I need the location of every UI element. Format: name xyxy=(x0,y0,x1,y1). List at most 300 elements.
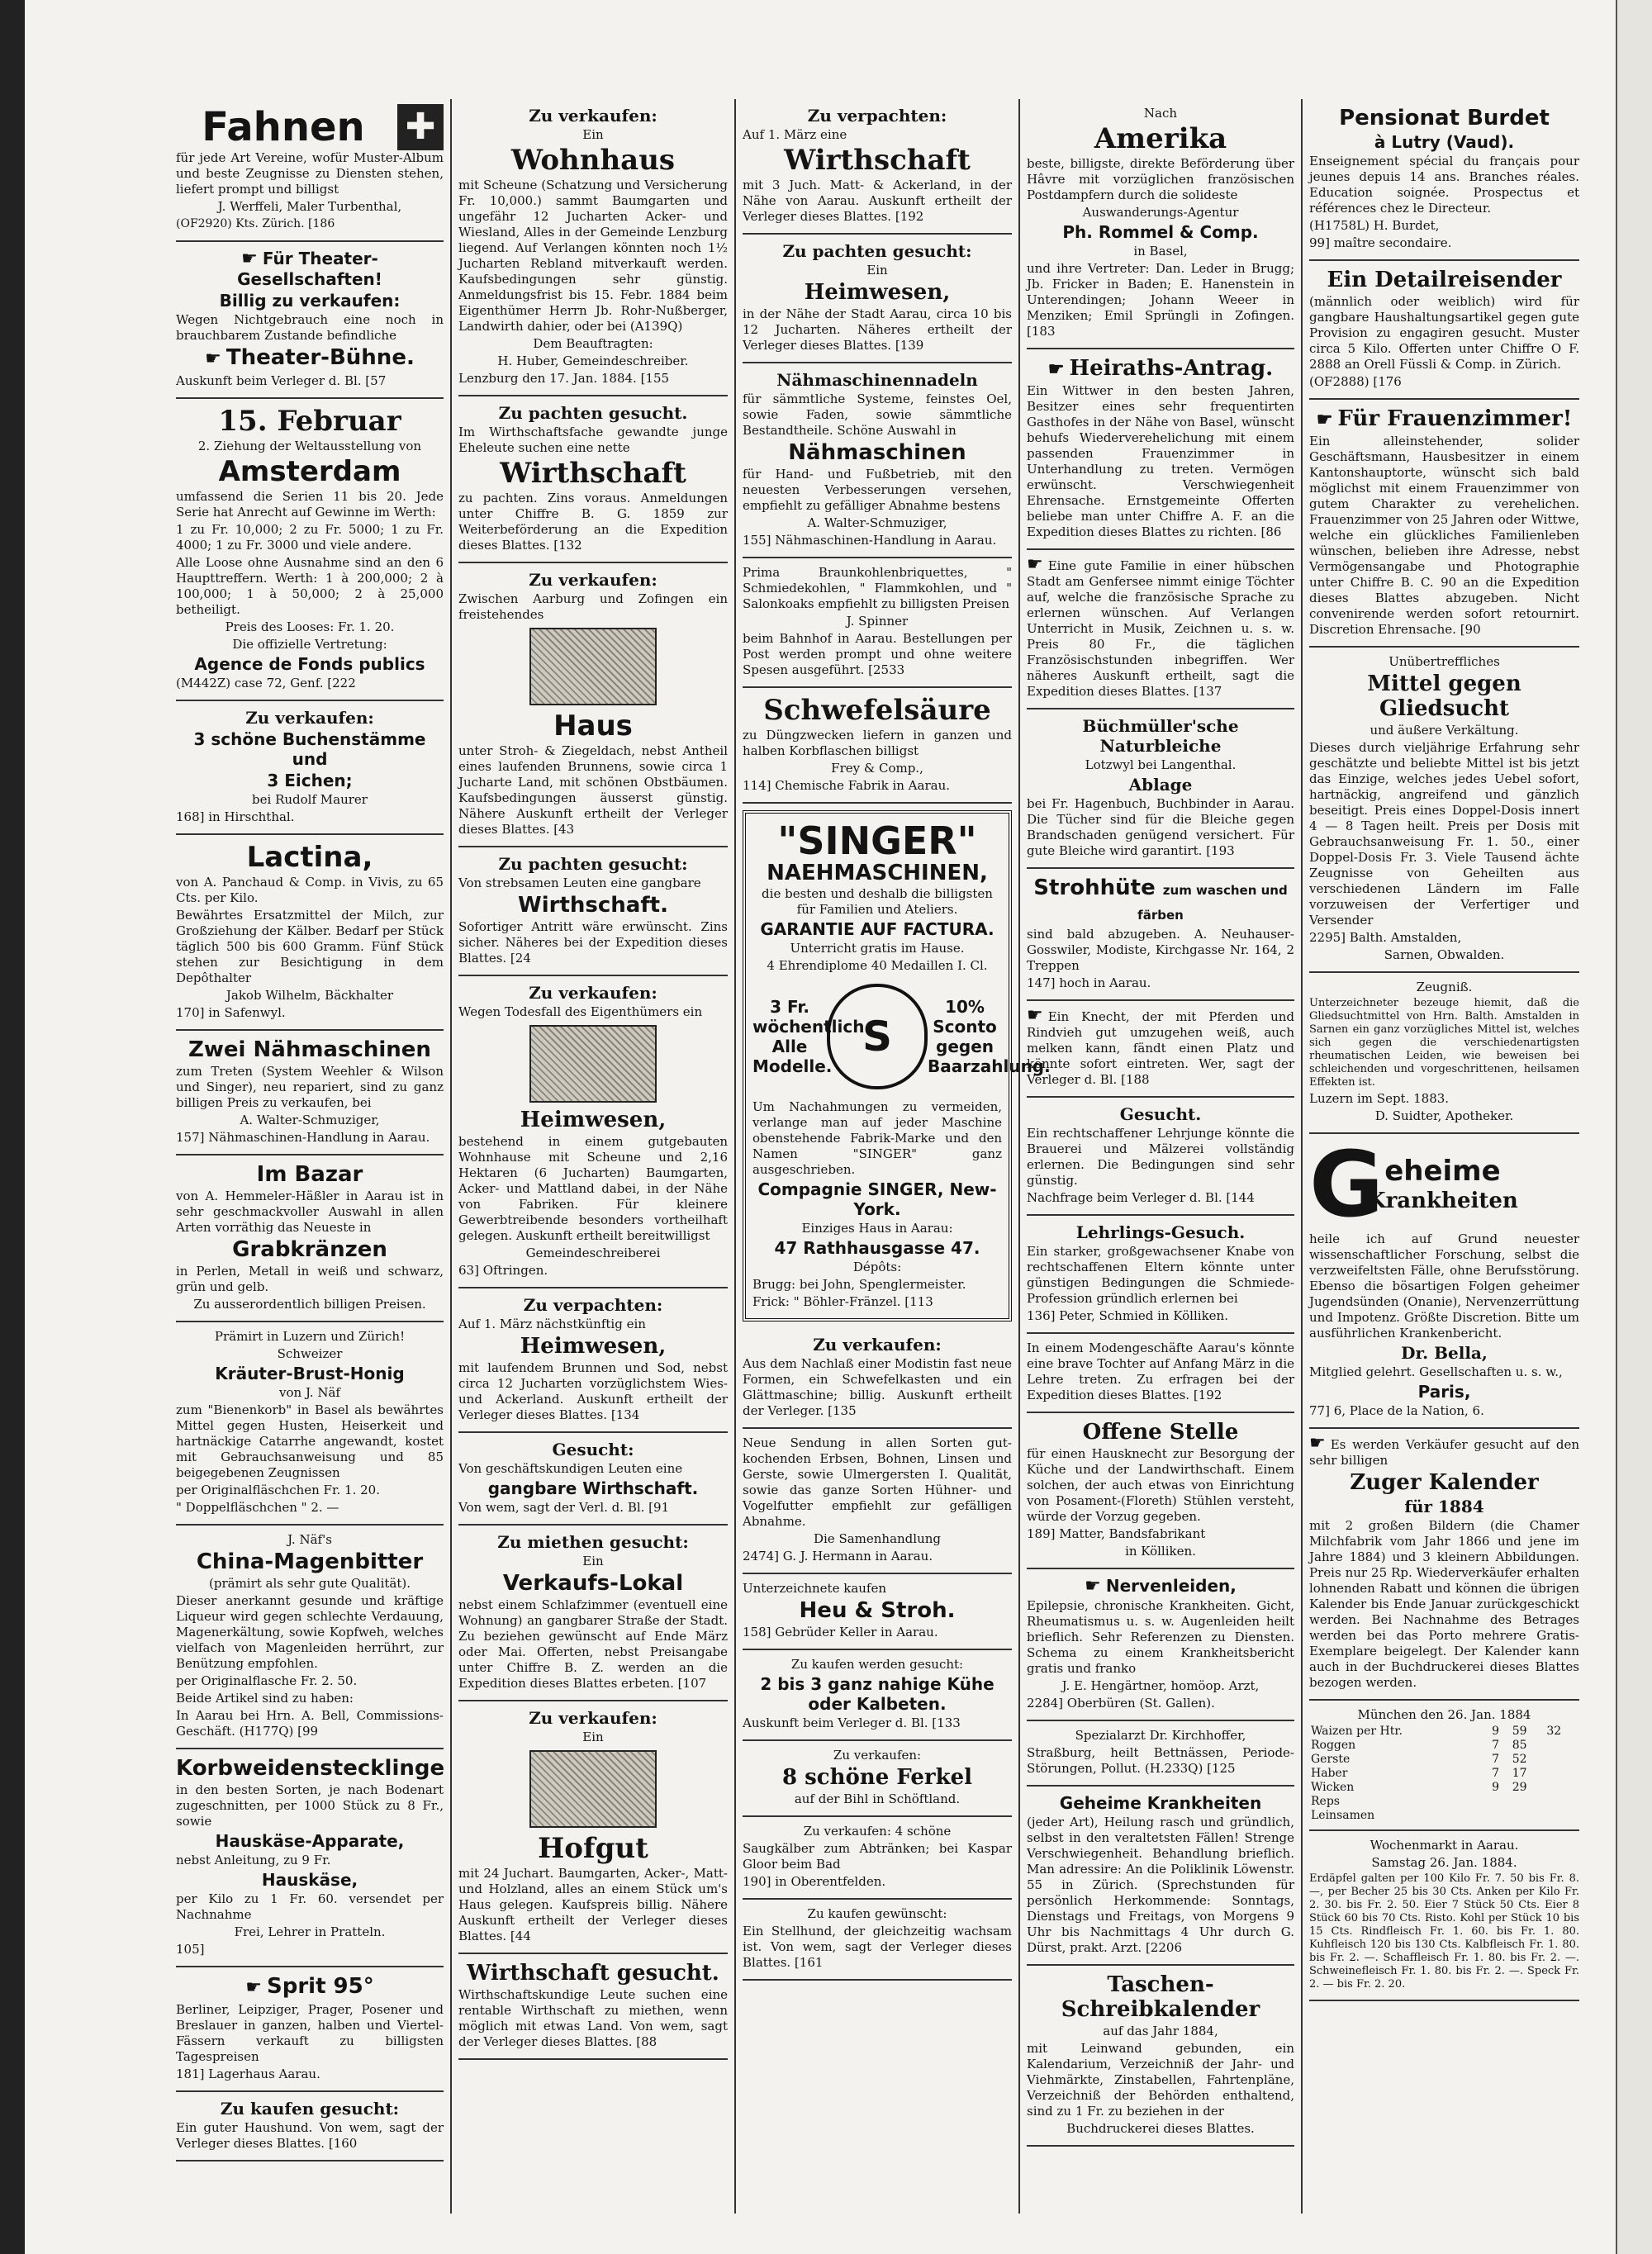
wochenmarkt-body: Erdäpfel galten per 100 Kilo Fr. 7. 50 bis Fr. 8. —, per Becher 25 bis 30 Cts. Anken per Kilo Fr. 2. 30. bis Fr. 2. 50. Eier 7 Stück 50 Cts. Eier 8 Stück 60 bis 70 Cts. Risto. Kohl per Stück 10 bis 15 Cts. Rindfleisch Fr. 1. 60. bis Fr. 1. 80. Kuhfleisch 120 bis 130 Cts. Kalbfleisch Fr. 1. 80. bis Fr. 2. —. Schaffleisch Fr. 1. 80. bis Fr. 2. —. Schweinefleisch Fr. 1. 80. bis Fr. 2. —. Speck Fr. 2. — bis Fr. 2. 20. xyxy=(1309,1872,1579,1991)
ad-body: in Perlen, Metall in weiß und schwarz, grün und gelb. xyxy=(176,1264,444,1294)
ad-hofgut xyxy=(458,1701,728,1954)
ad-foot: Zu ausserordentlich billigen Preisen. xyxy=(193,1297,426,1312)
market-cell: 52 xyxy=(1512,1753,1527,1766)
ad-title: Heimwesen, xyxy=(520,1334,667,1359)
ad-body: Epilepsie, chronische Krankheiten. Gicht, Rheumatismus u. s. w. Augenleiden heilt brieflich. Sehr Referenzen zu Diensten. Schema zu einem Krankheitsbericht gratis und franko xyxy=(1027,1598,1294,1676)
ad-modegeschaeft xyxy=(1027,1334,1294,1413)
ad-frauenzimmer xyxy=(1309,400,1579,648)
market-row xyxy=(1309,1795,1579,1809)
ad-signer: J. E. Hengärtner, homöop. Arzt, xyxy=(1061,1678,1260,1693)
ad-title: Fahnen xyxy=(202,104,365,150)
ad-sub: Auf 1. März nächstkünftig ein xyxy=(458,1317,646,1331)
ad-foot: 190] in Oberentfelden. xyxy=(743,1874,886,1889)
ad-city: in Basel, xyxy=(1133,244,1188,259)
pointing-hand-icon: ☛ xyxy=(1309,1433,1326,1454)
ad-lehrling xyxy=(1027,1216,1294,1334)
ad-body: heile ich auf Grund neuester wissenschaftlicher Forschung, selbst die verzweifeltsten Fälle, ohne Berufsstörung. Ebenso die bösartigen Folgen geheimer Jugendsünden (Onanie), Nervenzerrüttung und Impotenz. Größte Discretion. Bitte um ausführlichen Krankenbericht. xyxy=(1309,1231,1579,1341)
next-page-edge xyxy=(1616,0,1652,2254)
singer-body2: Um Nachahmungen zu vermeiden, verlange man auf jeder Maschine obenstehende Fabrik-Marke und den Namen "SINGER" ganz ausgeschrieben. xyxy=(752,1099,1002,1177)
ad-title: Krankheiten xyxy=(1367,1189,1518,1213)
market-cell: 59 xyxy=(1512,1725,1527,1738)
ad-body: nebst Anleitung, zu 9 Fr. xyxy=(176,1853,331,1867)
ad-head: Zu verpachten: xyxy=(523,1295,663,1315)
ad-title: Geheime Krankheiten xyxy=(1059,1793,1262,1813)
ad-nadeln xyxy=(743,363,1012,558)
market-cell: 17 xyxy=(1512,1767,1527,1780)
ad-title: China-Magenbitter xyxy=(196,1549,424,1574)
ad-title: Wirthschaft xyxy=(784,144,971,177)
singer-depot: Brugg: bei John, Spenglermeister. xyxy=(752,1277,966,1292)
ad-saugkaelber xyxy=(743,1817,1012,1900)
ad-sprit xyxy=(176,1967,444,2092)
ad-verkaufslokal xyxy=(458,1526,728,1701)
ad-body: Von geschäftskundigen Leuten eine xyxy=(458,1461,683,1476)
ad-signer: Gemeindeschreiberei xyxy=(525,1246,661,1260)
ad-body: zu Düngzwecken liefern in ganzen und halben Korbflaschen billigst xyxy=(743,728,1012,758)
ad-foot: 181] Lagerhaus Aarau. xyxy=(176,2067,320,2081)
ad-heimwesen-2 xyxy=(458,1288,728,1433)
ad-wirthschaft-3 xyxy=(458,1433,728,1526)
ad-signer: 2295] Balth. Amstalden, xyxy=(1309,930,1462,945)
ad-foot: 2284] Oberbüren (St. Gallen). xyxy=(1027,1696,1215,1711)
ad-title: Im Bazar xyxy=(256,1162,363,1187)
ad-sub: Lotzwyl bei Langenthal. xyxy=(1085,757,1237,772)
ad-body: Aus dem Nachlaß einer Modistin fast neue Formen, ein Schwefelkasten und ein Glättmaschine; billig. Auskunft ertheilt der Verleger. [135 xyxy=(743,1356,1012,1418)
ad-honig xyxy=(176,1322,444,1526)
singer-only: Einziges Haus in Aarau: xyxy=(801,1221,953,1236)
ad-code: (OF2888) [176 xyxy=(1309,374,1402,389)
ad-foot: 77] 6, Place de la Nation, 6. xyxy=(1309,1403,1484,1418)
ad-body: Ein guter Haushund. Von wem, sagt der Verleger dieses Blattes. [160 xyxy=(176,2120,444,2151)
ad-line: 3 schöne Buchenstämme und xyxy=(193,729,426,769)
ad-haushund xyxy=(176,2092,444,2161)
ad-head: Zu pachten gesucht: xyxy=(782,241,972,261)
ad-sub: à Lutry (Vaud). xyxy=(1374,132,1515,152)
market-title: München den 26. Jan. 1884 xyxy=(1357,1707,1531,1722)
ad-body: Enseignement spécial du français pour jeunes depuis 14 ans. Branches réales. Education soignée. Prospectus et références chez le Directeur. xyxy=(1309,154,1579,216)
singer-body: die besten und deshalb die billigsten für Familien und Ateliers. xyxy=(762,886,993,917)
singer-guarantee: GARANTIE AUF FACTURA. xyxy=(760,919,995,939)
ad-by: von A. Panchaud & Comp. in Vivis, zu 65 Cts. per Kilo. xyxy=(176,875,444,905)
ad-price: Preis des Looses: Fr. 1. 20. xyxy=(225,619,395,634)
ad-sub: Nach xyxy=(1143,106,1178,121)
ad-date: Luzern im Sept. 1883. xyxy=(1309,1091,1450,1106)
ad-toechter xyxy=(1027,550,1294,709)
market-cell: Roggen xyxy=(1311,1739,1356,1752)
ad-body: mit 24 Juchart. Baumgarten, Acker-, Matt- und Holzland, alles an einem Stück um's Haus gelegen. Kaufspreis billig. Nähere Auskunft ertheilt der Verleger dieses Blattes. [44 xyxy=(458,1866,728,1943)
estate-illustration xyxy=(529,1750,657,1828)
ad-foot: Sarnen, Obwalden. xyxy=(1384,947,1505,962)
ad-head: J. Näf's xyxy=(287,1532,332,1547)
ad-foot: In Aarau bei Hrn. A. Bell, Commissions-Geschäft. (H177Q) [99 xyxy=(176,1708,444,1739)
ad-body: Ein Stellhund, der gleichzeitig wachsam ist. Von wem, sagt der Verleger dieses Blattes. [161 xyxy=(743,1924,1012,1970)
ad-firm: Ph. Rommel & Comp. xyxy=(1062,222,1259,242)
ad-title: Verkaufs-Lokal xyxy=(502,1571,684,1596)
ad-title: Hauskäse, xyxy=(261,1870,358,1890)
ad-heimwesen-1 xyxy=(458,976,728,1288)
ad-head: Zu verkaufen: xyxy=(529,570,657,590)
ad-foot: Auskunft beim Verleger d. Bl. [57 xyxy=(176,373,387,388)
ad-head: Zu pachten gesucht. xyxy=(498,403,688,423)
ad-title: Korbweidenstecklinge xyxy=(176,1756,445,1781)
ad-foot: 155] Nähmaschinen-Handlung in Aarau. xyxy=(743,533,997,548)
ad-head: ☛ Es werden Verkäufer gesucht auf den sehr billigen xyxy=(1309,1433,1579,1468)
ad-head: Prämirt in Luzern und Zürich! xyxy=(214,1329,406,1344)
market-row xyxy=(1309,1753,1579,1767)
market-cell xyxy=(1545,1767,1579,1781)
ad-title: Amsterdam xyxy=(218,455,401,488)
ad-title: Heu & Stroh. xyxy=(799,1598,956,1623)
house-illustration xyxy=(529,628,657,705)
ad-sub: und äußere Verkältung. xyxy=(1370,723,1519,738)
ad-heirath xyxy=(1027,349,1294,550)
wochenmarkt-title: Wochenmarkt in Aarau. xyxy=(1370,1838,1519,1853)
ad-head: ☛ Für Theater-Gesellschaften! xyxy=(237,249,382,289)
ad-foot: 114] Chemische Fabrik in Aarau. xyxy=(743,778,950,793)
pointing-hand-icon: ☛ xyxy=(205,349,221,369)
ad-foot: Auskunft beim Verleger d. Bl. [133 xyxy=(743,1715,961,1730)
ad-magenbitter xyxy=(176,1526,444,1749)
ad-foot: 2474] G. J. Hermann in Aarau. xyxy=(743,1549,933,1564)
ad-body: Sofortiger Antritt wäre erwünscht. Zins sicher. Näheres bei der Expedition dieses Blattes. [24 xyxy=(458,919,728,966)
ad-body: Berliner, Leipziger, Prager, Posener und Breslauer in ganzen, halben und Viertel-Fässern verkauft zu billigsten Tagespreisen xyxy=(176,2002,444,2064)
ad-heu xyxy=(743,1574,1012,1650)
ad-body: nebst einem Schlafzimmer (eventuell eine Wohnung) an gangbarer Straße der Stadt. Zu beziehen gewünscht auf Ende März oder Mai. Offerten, nebst Preisangabe unter Chiffre B. Z. werden an die Expedition dieses Blattes erbeten. [107 xyxy=(458,1597,728,1691)
market-cell xyxy=(1545,1795,1579,1809)
ad-body: für sämmtliche Systeme, feinstes Oel, sowie Faden, sowie sämmtliche Bestandtheile. Schöne Auswahl in xyxy=(743,391,1012,438)
ad-body: mit 3 Juch. Matt- & Ackerland, in der Nähe von Aarau. Auskunft ertheilt der Verleger dieses Blattes. [192 xyxy=(743,178,1012,224)
column-2 xyxy=(450,99,734,2214)
ad-wirthschaft-4 xyxy=(458,1954,728,2060)
market-table xyxy=(1309,1725,1579,1823)
ad-head: Zu verkaufen: xyxy=(529,1708,657,1728)
ad-body: Neue Sendung in allen Sorten gut-kochenden Erbsen, Bohnen, Linsen und Gerste, sowie Ulmergersten I. Qualität, sowie das ganze Sorten Hühner- und Vogelfutter empfiehlt zur gefälligen Abnahme. xyxy=(743,1435,1012,1529)
ad-title: Hauskäse-Apparate, xyxy=(215,1831,405,1851)
ad-wohnhaus xyxy=(458,99,728,396)
ad-official: Die offizielle Vertretung: xyxy=(232,637,387,652)
ad-line: 3 Eichen; xyxy=(267,771,353,790)
column-4 xyxy=(1018,99,1301,2214)
ad-sub: Unübertreffliches xyxy=(1389,654,1500,669)
ad-foot: 147] hoch in Aarau. xyxy=(1027,975,1151,990)
ad-sub: Wegen Todesfall des Eigenthümers ein xyxy=(458,1004,703,1019)
big-initial: G xyxy=(1309,1132,1384,1237)
pointing-hand-icon: ☛ xyxy=(1047,358,1065,380)
ad-kuehe xyxy=(743,1650,1012,1741)
ad-signer: D. Suidter, Apotheker. xyxy=(1374,1108,1514,1123)
ad-haus xyxy=(458,563,728,847)
ad-sub: Ein xyxy=(582,127,604,142)
singer-sub: NAEHMASCHINEN, xyxy=(767,861,988,885)
ad-body: Von strebsamen Leuten eine gangbare xyxy=(458,876,701,890)
ad-bazar xyxy=(176,1155,444,1322)
market-prices-muenchen xyxy=(1309,1701,1579,1831)
ad-head: Zu kaufen gewünscht: xyxy=(807,1906,947,1921)
ad-body: Bewährtes Ersatzmittel der Milch, zur Großziehung der Kälber. Bedarf per Stück täglich 500 bis 600 Gramm. Fünf Stück stehen zur Besichtigung in dem Depôthalter xyxy=(176,908,444,985)
ad-foot: Nachfrage beim Verleger d. Bl. [144 xyxy=(1027,1190,1255,1205)
ad-title: Spezialarzt Dr. Kirchhoffer, xyxy=(1075,1728,1246,1743)
ad-head: Zu verkaufen: xyxy=(813,1335,942,1355)
singer-right: 10% Sconto gegen Baarzahlung. xyxy=(928,997,1051,1076)
ad-body: ☛ Eine gute Familie in einer hübschen Stadt am Genfersee nimmt einige Töchter auf, welche die französische Sprache zu erlernen wünschen. Auf Verlangen Unterricht in Musik, Zeichnen u. s. w. Preis 80 Fr., die täglichen Französischstunden inbegriffen. Wer näheres Auskunft ertheilt, sagt die Expedition dieses Blattes. [137 xyxy=(1027,554,1294,699)
ad-kirchhoffer xyxy=(1027,1721,1294,1787)
ad-code: (H1758L) H. Burdet, xyxy=(1309,218,1440,233)
ad-nervenleiden xyxy=(1027,1569,1294,1721)
ad-title: Zwei Nähmaschinen xyxy=(188,1037,431,1062)
ad-agency: Agence de Fonds publics xyxy=(194,654,425,674)
ad-body: zum Treten (System Weehler & Wilson und Singer), neu repariert, sind zu ganz billigen Preis zu verkaufen, bei xyxy=(176,1064,444,1110)
ad-signer: Frey & Comp., xyxy=(831,761,923,776)
singer-lesson: Unterricht gratis im Hause. xyxy=(790,941,965,956)
ad-pensionat xyxy=(1309,99,1579,261)
ad-body: Dieser anerkannt gesunde und kräftige Liqueur wird gegen schlechte Verdauung, Magenerkältung, sowie Kopfweh, welches vielfach von Magenleiden herrührt, zur Benützung empfohlen. xyxy=(176,1593,444,1671)
ad-line: Beide Artikel sind zu haben: xyxy=(176,1691,354,1706)
singer-medals: 4 Ehrendiplome 40 Medaillen I. Cl. xyxy=(767,958,988,973)
pointing-hand-icon: ☛ xyxy=(245,1977,262,1998)
ad-modistin xyxy=(743,1328,1012,1429)
ad-signer: 189] Matter, Bandsfabrikant xyxy=(1027,1526,1206,1541)
ad-head: Zu kaufen werden gesucht: xyxy=(790,1657,964,1672)
ad-sub: Unterzeichnete kaufen xyxy=(743,1581,887,1596)
ad-geheime-krankheiten xyxy=(1027,1787,1294,1966)
singer-depot: Frick: " Böhler-Fränzel. [113 xyxy=(752,1294,933,1309)
ad-body: Ein starker, großgewachsener Knabe von rechtschaffenen Eltern könnte unter günstigen Bedingungen die Schmiede-Profession gründlich erlernen bei xyxy=(1027,1244,1294,1306)
ad-signer: H. Huber, Gemeindeschreiber. xyxy=(497,354,689,368)
ad-head: Gesucht: xyxy=(552,1440,634,1459)
ad-foot: 158] Gebrüder Keller in Aarau. xyxy=(743,1625,938,1639)
ad-title: Wirthschaft xyxy=(500,457,686,490)
ad-body: und ihre Vertreter: Dan. Leder in Brugg; Jb. Fricker in Baden; E. Hanenstein in Unterendingen; Johann Weeer in Menziken; Emil Sprüngli in Zofingen. [183 xyxy=(1027,261,1294,339)
ad-foot: in Kölliken. xyxy=(1125,1544,1196,1559)
ad-sign: Dem Beauftragten: xyxy=(533,336,653,351)
market-row xyxy=(1309,1767,1579,1781)
ad-body: mit laufendem Brunnen und Sod, nebst circa 12 Jucharten vorzüglichstem Wies- und Ackerland. Auskunft ertheilt der Verleger dieses Blattes. [134 xyxy=(458,1360,728,1422)
ad-signer: A. Walter-Schmuziger, xyxy=(240,1113,380,1127)
ad-head: Zu verkaufen: 4 schöne xyxy=(803,1824,952,1839)
market-cell: Wicken xyxy=(1311,1781,1355,1794)
ad-title: ☛ Nervenleiden, xyxy=(1085,1576,1237,1597)
ad-date: 15. Februar xyxy=(218,405,401,438)
ad-title: 8 schöne Ferkel xyxy=(781,1765,973,1790)
ad-geheime-krankheiten-bella xyxy=(1309,1134,1579,1429)
ad-body: 2 bis 3 ganz nahige Kühe oder Kalbeten. xyxy=(760,1674,995,1714)
ad-head: Zu verkaufen: xyxy=(529,983,657,1003)
column-1 xyxy=(169,99,450,2214)
market-cell: Reps xyxy=(1311,1795,1340,1808)
ad-gliedsucht xyxy=(1309,648,1579,973)
ad-wirthschaft-pacht xyxy=(743,99,1012,235)
ad-body: Straßburg, heilt Bettnässen, Periode-Störungen, Pollut. (H.233Q) [125 xyxy=(1027,1745,1294,1776)
ad-body: (männlich oder weiblich) wird für gangbare Haushaltungsartikel gegen gute Provision zu engagiren gesucht. Muster circa 5 Kilo. Offerten unter Chiffre O F. 2888 an Orell Füssli & Comp. in Zürich. xyxy=(1309,294,1579,372)
ad-body: beste, billigste, direkte Beförderung über Hâvre mit vorzüglichen französischen Postdampfern durch die solideste xyxy=(1027,156,1294,202)
market-cell: 7 xyxy=(1492,1767,1500,1780)
singer-trademark-seal-icon: S xyxy=(827,984,928,1089)
ad-body: Ein rechtschaffener Lehrjunge könnte die Brauerei und Mälzerei vollständig erlernen. Die Bedingungen sind sehr günstig. xyxy=(1027,1126,1294,1188)
ad-title: Wohnhaus xyxy=(510,144,676,177)
ad-body: ☛ Ein Knecht, der mit Pferden und Rindvieh gut umzugehen weiß, auch melken kann, fändt einen Platz und könnte sofort eintreten. Wer, sagt der Verleger d. Bl. [188 xyxy=(1027,1005,1294,1087)
ad-agency: Auswanderungs-Agentur xyxy=(1082,205,1239,220)
ad-item: Grabkränzen xyxy=(232,1237,387,1262)
ad-body: umfassend die Serien 11 bis 20. Jede Serie hat Anrecht auf Gewinne im Werth: xyxy=(176,489,444,520)
ad-fahnen xyxy=(176,99,444,242)
ad-price: per Originalfläschchen Fr. 1. 20. xyxy=(176,1483,380,1497)
ad-body: Dieses durch vieljährige Erfahrung sehr geschätzte und beliebte Mittel ist bis jetzt das Einzige, welches jedes Uebel sofort, hartnäckig, angreifend und gänzlich beseitigt. Preis eines Doppel-Dosis innert 4 — 8 Tagen heilt. Preis per Dosis mit Gebrauchsanweisung Fr. 1. 50., einer Doppel-Dosis Fr. 3. Viele Tausend ächte Zeugnisse von Geheilten aus verschiedenen Ländern im Falle vorzuweisen der Verfertiger und Versender xyxy=(1309,740,1579,928)
ad-head: Zu verkaufen: xyxy=(245,708,374,728)
market-cell xyxy=(1545,1739,1579,1753)
ad-sub: Mitglied gelehrt. Gesellschaften u. s. w., xyxy=(1309,1364,1563,1379)
ad-kohlen xyxy=(743,558,1012,688)
ad-body: mit Scheune (Schatzung und Versicherung Fr. 10,000.) sammt Baumgarten und ungefähr 12 Jucharten Acker- und Wiesland, Alles in der Gemeinde Lenzburg liegend. Auf Verlangen könnten noch 1½ Jucharten Rebland mitverkauft werden. Kaufsbedingungen sehr günstig. Anmeldungsfrist bis 15. Febr. 1884 beim Eigenthümer Herrn Jb. Rohr-Nußberger, Landwirth dahier, oder bei (A139Q) xyxy=(458,178,728,334)
singer-company: Compagnie SINGER, New-York. xyxy=(757,1179,997,1219)
market-cell xyxy=(1511,1795,1545,1809)
ad-title: ☛ Heiraths-Antrag. xyxy=(1047,356,1274,381)
market-cell: 9 xyxy=(1492,1781,1500,1794)
ad-sub: Schweizer xyxy=(277,1346,343,1361)
ad-title: Heimwesen, xyxy=(520,1108,667,1132)
ad-foot: 99] maître secondaire. xyxy=(1309,235,1452,250)
ad-title: eheime xyxy=(1384,1155,1501,1188)
ad-signer: Dr. Bella, xyxy=(1401,1343,1488,1363)
ad-body: Wirthschaftskundige Leute suchen eine rentable Wirthschaft zu miethen, wenn möglich mit etwas Land. Von wem, sagt der Verleger dieses Blattes. [88 xyxy=(458,1987,728,2049)
ad-hausknecht xyxy=(1027,1413,1294,1569)
ad-sub: Ein xyxy=(582,1554,604,1568)
market-cell xyxy=(1545,1809,1579,1823)
ad-sub: Auf 1. März eine xyxy=(743,127,847,142)
market-cell: 9 xyxy=(1492,1725,1500,1738)
ad-sub: Billig zu verkaufen: xyxy=(219,291,401,311)
market-cell: Haber xyxy=(1311,1767,1348,1780)
ad-price: per Originalflasche Fr. 2. 50. xyxy=(176,1673,358,1688)
ad-title: gangbare Wirthschaft. xyxy=(487,1478,699,1498)
ad-strohhuete xyxy=(1027,869,1294,1001)
ad-foot: auf der Bihl in Schöftland. xyxy=(794,1791,961,1806)
ad-title: Schwefelsäure xyxy=(763,694,991,727)
ad-naehmaschinen xyxy=(176,1031,444,1155)
ad-body: Im Wirthschaftsfache gewandte junge Eheleute suchen eine nette xyxy=(458,425,728,455)
ad-signer: Die Samenhandlung xyxy=(813,1531,942,1546)
ad-zeugniss xyxy=(1309,973,1579,1134)
market-cell xyxy=(1490,1809,1511,1823)
ad-body: für einen Hausknecht zur Besorgung der Küche und der Landwirthschaft. Einem solchen, der auch etwas von Einrichtung von Posament-(Floreth) Stühlen versteht, würde der Vorzug gegeben. xyxy=(1027,1446,1294,1524)
market-cell: Gerste xyxy=(1311,1753,1351,1766)
ad-singer xyxy=(743,810,1051,1322)
ad-city: Paris, xyxy=(1417,1382,1471,1402)
wochenmarkt-aarau xyxy=(1309,1831,1579,2001)
market-cell: Waizen per Htr. xyxy=(1311,1725,1403,1738)
ad-body: Alle Loose ohne Ausnahme sind an den 6 Haupttreffern. Werth: 1 à 200,000; 2 à 100,000; 1 à 50,000; 2 à 25,000 betheiligt. xyxy=(176,555,444,617)
ad-detailreisender xyxy=(1309,261,1579,400)
ad-head: Gesucht. xyxy=(1119,1104,1202,1124)
ad-title: ☛ Für Frauenzimmer! xyxy=(1316,406,1573,431)
ad-sub: Zwischen Aarburg und Zofingen ein freistehendes xyxy=(458,591,728,622)
ad-body: Ein alleinstehender, solider Geschäftsmann, Hausbesitzer in einem Kantonshauptorte, wünscht sich bald möglichst mit einem Frauenzimmer von gutem Charakter zu verehelichen. Frauenzimmer von 25 Jahren oder Wittwe, welche ein glückliches Familienleben wünschen, belieben ihre Adresse, nebst Vermögensangabe und Photographie unter Chiffre B. C. 90 an die Expedition dieses Blattes abzugeben. Nicht convenirende werden sofort retournirt. Discretion Ehrensache. [90 xyxy=(1309,434,1579,637)
ad-title: Pensionat Burdet xyxy=(1339,106,1550,130)
pointing-hand-icon: ☛ xyxy=(1085,1576,1101,1597)
ad-title: Zuger Kalender xyxy=(1350,1470,1539,1495)
ad-body: Wegen Nichtgebrauch eine noch in brauchbarem Zustande befindliche xyxy=(176,312,444,343)
ad-body: für jede Art Vereine, wofür Muster-Album und beste Zeugnisse zu Diensten stehen, liefert prompt und billigst xyxy=(176,150,444,197)
ad-title: Heimwesen, xyxy=(804,280,951,305)
market-cell: Leinsamen xyxy=(1311,1809,1375,1822)
ad-foot: Lenzburg den 17. Jan. 1884. [155 xyxy=(458,371,670,386)
ad-body: (jeder Art), Heilung rasch und gründlich, selbst in den veraltetsten Fällen! Strenge Verschwiegenheit. Behandlung brieflich. Man adressire: An die Poliklinik Löwenstr. 55 in Zürich. (Sprechstunden für persönlich Herkommende: Sonntags, Dienstags und Freitags, von Morgens 9 Uhr bis Nachmittags 4 Uhr durch G. Dürst, prakt. Arzt. [2206 xyxy=(1027,1815,1294,1955)
ad-body: mit Leinwand gebunden, ein Kalendarium, Verzeichniß der Jahr- und Viehmärkte, Zinstabellen, Fahrtenpläne, Verzeichniß der Behörden enthaltend, sind zu 1 Fr. zu beziehen in der xyxy=(1027,2041,1294,2119)
market-cell: 32 xyxy=(1546,1725,1562,1738)
ad-heimwesen-pacht xyxy=(743,235,1012,363)
ad-title: Nähmaschinen xyxy=(788,440,966,465)
ad-title: Taschen-Schreibkalender xyxy=(1061,1972,1260,2022)
ad-foot: 136] Peter, Schmied in Kölliken. xyxy=(1027,1308,1228,1323)
ad-code: (M442Z) case 72, Genf. [222 xyxy=(176,676,356,690)
ad-foot: 157] Nähmaschinen-Handlung in Aarau. xyxy=(176,1130,430,1145)
pointing-hand-icon: ☛ xyxy=(1027,554,1043,575)
ad-year: für 1884 xyxy=(1404,1497,1484,1516)
ad-schwefelsaeure xyxy=(743,688,1012,804)
ad-head: Lehrlings-Gesuch. xyxy=(1075,1222,1246,1242)
ad-title: Nähmaschinennadeln xyxy=(776,370,978,390)
ad-knecht xyxy=(1027,1001,1294,1098)
singer-left: 3 Fr. wöchentlich. Alle Modelle. xyxy=(752,997,871,1076)
ad-sub: Ein xyxy=(582,1730,604,1744)
ad-body: zum "Bienenkorb" in Basel als bewährtes Mittel gegen Husten, Heiserkeit und hartnäckige Catarrhe angewandt, kostet mit Gebrauchsanweisung und 85 beigegebenen Zeugnissen xyxy=(176,1402,444,1480)
ad-foot: bei Rudolf Maurer xyxy=(252,792,368,807)
column-3 xyxy=(734,99,1051,2214)
ad-body: von A. Hemmeler-Häßler in Aarau ist in sehr geschmackvoller Auswahl in allen Arten vorräthig das Neueste in xyxy=(176,1189,444,1235)
ad-code: (OF2920) Kts. Zürich. [186 xyxy=(176,217,335,230)
ad-head: Zu verpachten: xyxy=(807,106,947,126)
market-cell xyxy=(1545,1781,1579,1795)
page-binding-edge xyxy=(0,0,25,2254)
ad-body: in der Nähe der Stadt Aarau, circa 10 bis 12 Jucharten. Näheres ertheilt der Verleger dieses Blattes. [139 xyxy=(743,306,1012,353)
ad-theater xyxy=(176,242,444,399)
singer-address: 47 Rathhausgasse 47. xyxy=(774,1238,980,1258)
column-5 xyxy=(1301,99,1586,2214)
ad-samen xyxy=(743,1429,1012,1574)
ad-sub: Ein xyxy=(866,263,888,278)
ad-foot: 168] in Hirschthal. xyxy=(176,809,295,824)
ad-body: in den besten Sorten, je nach Bodenart zugeschnitten, per 1000 Stück zu 8 Fr., sowie xyxy=(176,1782,444,1829)
ad-bleiche xyxy=(1027,709,1294,869)
market-cell xyxy=(1545,1753,1579,1767)
ad-title: Mittel gegen Gliedsucht xyxy=(1367,671,1521,721)
ad-wirthschaft-1 xyxy=(458,396,728,563)
ad-body: beim Bahnhof in Aarau. Bestellungen per Post werden prompt und ohne weitere Spesen ausgeführt. [2533 xyxy=(743,631,1012,677)
ad-signer: J. Spinner xyxy=(846,614,909,629)
ad-title: Ein Detailreisender xyxy=(1327,268,1562,292)
ad-signer: J. Werffeli, Maler Turbenthal, xyxy=(217,199,402,214)
singer-depots: Dépôts: xyxy=(852,1260,902,1274)
market-cell: 7 xyxy=(1492,1739,1500,1752)
ad-stellhund xyxy=(743,1900,1012,1981)
ad-body: bestehend in einem gutgebauten Wohnhause mit Scheune und 2,16 Hektaren (6 Jucharten) Baumgarten, Acker- und Mattland dabei, in der Nähe von Fabriken. Für kleinere Gewerbtreibende besonders vortheilhaft gelegen. Auskunft ertheilt bereitwilligst xyxy=(458,1134,728,1243)
market-cell xyxy=(1490,1795,1511,1809)
farmhouse-illustration xyxy=(529,1025,657,1103)
market-cell: 85 xyxy=(1512,1739,1527,1752)
ad-foot: Von wem, sagt der Verl. d. Bl. [91 xyxy=(458,1500,670,1515)
ad-korbweiden xyxy=(176,1749,444,1967)
ad-title: Lactina, xyxy=(246,841,373,874)
ad-wirthschaft-2 xyxy=(458,847,728,976)
ad-title: Ablage xyxy=(1128,775,1193,795)
ad-head: Zeugniß. xyxy=(1416,980,1473,994)
ad-foot: 63] Oftringen. xyxy=(458,1263,548,1278)
ad-signer: Frei, Lehrer in Pratteln. xyxy=(234,1924,386,1939)
ad-body: Saugkälber zum Abtränken; bei Kaspar Gloor beim Bad xyxy=(743,1841,1012,1872)
ad-head: Zu verkaufen: xyxy=(833,1748,922,1763)
ad-body: zu pachten. Zins voraus. Anmeldungen unter Chiffre B. G. 1859 zur Weiterbeförderung an die Expedition dieses Blattes. [132 xyxy=(458,491,728,553)
ad-body: Prima Braunkohlenbriquettes, " Schmiedekohlen, " Flammkohlen, und " Salonkoaks empfiehlt zu billigsten Preisen xyxy=(743,565,1012,611)
market-cell: 7 xyxy=(1492,1753,1500,1766)
